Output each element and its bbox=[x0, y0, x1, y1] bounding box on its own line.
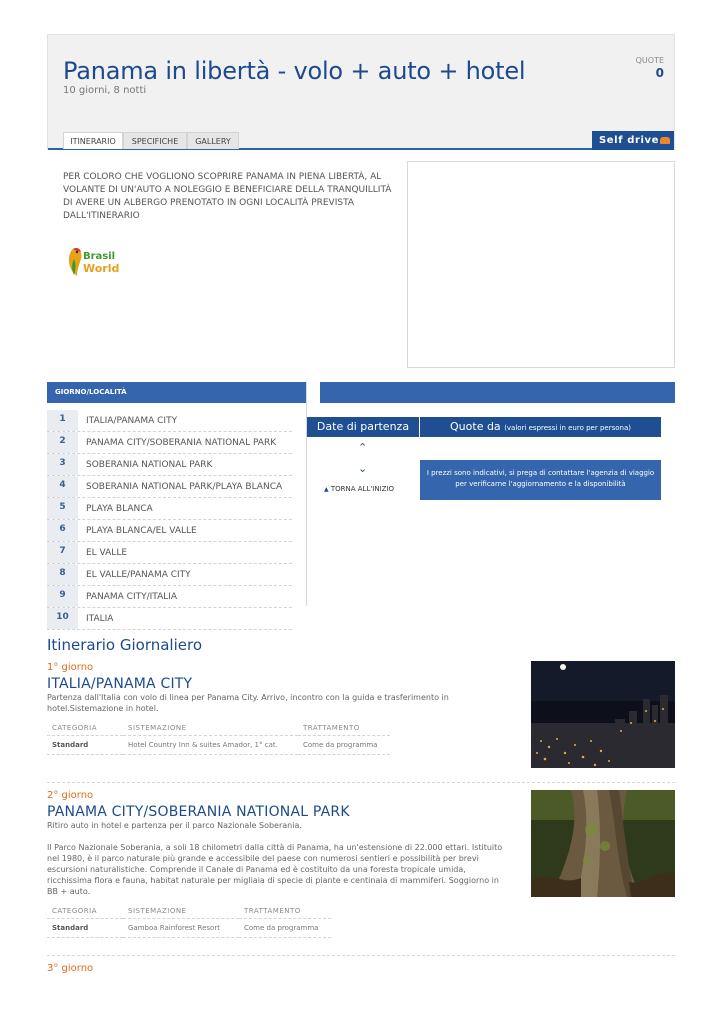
brasil-world-logo bbox=[67, 245, 135, 277]
tab-gallery[interactable]: GALLERY bbox=[187, 132, 239, 149]
logo-text-bottom: World bbox=[83, 262, 120, 275]
price-notice: I prezzi sono indicativi, si prega di contattare l'agenzia di viaggio per verificarne l'aggiornamento e la disponibilità bbox=[420, 460, 661, 500]
accommodation-cell: Hotel Country Inn & suites Amador, 1° cat. bbox=[123, 736, 298, 755]
page-title: Panama in libertà - volo + auto + hotel bbox=[63, 57, 526, 85]
trip-duration: 10 giorni, 8 notti bbox=[63, 85, 147, 96]
category-cell: Standard bbox=[47, 919, 123, 938]
accommodation-header: SISTEMAZIONE bbox=[123, 721, 298, 736]
day-2-title: PANAMA CITY/SOBERANIA NATIONAL PARK bbox=[47, 804, 350, 820]
list-item[interactable] bbox=[47, 542, 292, 564]
day-location: ITALIA bbox=[86, 614, 114, 624]
logo-text-top: Brasil bbox=[83, 251, 116, 262]
day-location: EL VALLE bbox=[86, 548, 128, 558]
list-item[interactable] bbox=[47, 498, 292, 520]
day-location: SOBERANIA NATIONAL PARK bbox=[86, 460, 213, 470]
car-icon bbox=[660, 137, 670, 144]
itinerary-header-label: GIORNO/LOCALITÀ bbox=[55, 388, 127, 396]
day-location: SOBERANIA NATIONAL PARK/PLAYA BLANCA bbox=[86, 482, 283, 492]
day-2-intro: Ritiro auto in hotel e partenza per il parco Nazionale Soberania. bbox=[47, 821, 302, 830]
day-number: 9 bbox=[47, 586, 78, 607]
table-row bbox=[47, 736, 390, 755]
accommodation-header: SISTEMAZIONE bbox=[123, 904, 239, 919]
day-2-accommodation-table bbox=[47, 904, 331, 938]
departures-header-bar bbox=[320, 382, 675, 403]
day-location: EL VALLE/PANAMA CITY bbox=[86, 570, 191, 580]
departure-dates-header: Date di partenza bbox=[307, 417, 419, 437]
quote-value: 0 bbox=[655, 66, 664, 80]
day-1-description: Partenza dall'Italia con volo di linea per Panama City. Arrivo, incontro con la guida e trasferimento in hotel.Sistemazione in hotel. bbox=[47, 693, 449, 713]
quote-header bbox=[420, 417, 661, 437]
treatment-header: TRATTAMENTO bbox=[239, 904, 331, 919]
treatment-cell: Come da programma bbox=[239, 919, 331, 938]
treatment-cell: Come da programma bbox=[298, 736, 390, 755]
day-separator bbox=[47, 782, 675, 783]
list-item[interactable] bbox=[47, 520, 292, 542]
map-placeholder bbox=[407, 161, 675, 368]
back-to-top-label: TORNA ALL'INIZIO bbox=[330, 485, 395, 493]
day-2-description: Il Parco Nazionale Soberania, a soli 18 chilometri dalla città di Panama, ha un'estensione di 22.000 ettari. Istituito nel 1980, è il parco naturale più grande e accessibile del paese con numerosi sentieri e possibilità per brevi escursioni naturalistiche. Comprende il Canale di Panama ed è costituito da una foresta tropicale umida, ricchissima flora e fauna, habitat naturale per migliaia di specie di piante e centinaia di mammiferi. Soggiorno in BB + auto. bbox=[47, 843, 503, 896]
day-location: PLAYA BLANCA bbox=[86, 504, 153, 514]
list-item[interactable] bbox=[47, 454, 292, 476]
day-location: PLAYA BLANCA/EL VALLE bbox=[86, 526, 197, 536]
day-1-accommodation-table bbox=[47, 721, 390, 755]
list-item[interactable] bbox=[47, 564, 292, 586]
day-number: 6 bbox=[47, 520, 78, 541]
list-item[interactable] bbox=[47, 476, 292, 498]
list-item[interactable] bbox=[47, 586, 292, 608]
chevron-up-icon[interactable]: ⌃ bbox=[358, 441, 368, 454]
day-1-label: 1° giorno bbox=[47, 662, 94, 673]
table-row bbox=[47, 919, 331, 938]
back-to-top-link[interactable] bbox=[324, 485, 394, 493]
triangle-up-icon: ▲ bbox=[324, 486, 329, 493]
self-drive-label: Self drive bbox=[599, 135, 660, 146]
tab-itinerario[interactable]: ITINERARIO bbox=[63, 132, 123, 149]
day-number: 7 bbox=[47, 542, 78, 563]
list-item[interactable] bbox=[47, 432, 292, 454]
trip-header bbox=[47, 34, 675, 150]
day-number: 4 bbox=[47, 476, 78, 497]
tab-bar bbox=[48, 131, 674, 150]
itinerary-header-bar bbox=[47, 382, 307, 403]
day-3-label: 3° giorno bbox=[47, 963, 94, 974]
day-number: 10 bbox=[47, 608, 78, 629]
rainforest-tree-photo bbox=[531, 790, 675, 897]
column-divider bbox=[306, 382, 307, 606]
list-item[interactable] bbox=[47, 608, 292, 630]
tab-specifiche[interactable]: SPECIFICHE bbox=[123, 132, 187, 149]
day-location: ITALIA/PANAMA CITY bbox=[86, 416, 178, 426]
day-location: PANAMA CITY/SOBERANIA NATIONAL PARK bbox=[86, 438, 277, 448]
quote-label: QUOTE bbox=[635, 56, 664, 65]
daily-itinerary-title: Itinerario Giornaliero bbox=[47, 636, 202, 654]
itinerary-day-list bbox=[47, 410, 292, 630]
category-header: CATEGORIA bbox=[47, 904, 123, 919]
day-location: PANAMA CITY/ITALIA bbox=[86, 592, 178, 602]
quote-header-note: (valori espressi in euro per persona) bbox=[504, 424, 631, 432]
day-number: 8 bbox=[47, 564, 78, 585]
accommodation-cell: Gamboa Rainforest Resort bbox=[123, 919, 239, 938]
panama-city-night-photo bbox=[531, 661, 675, 768]
category-cell: Standard bbox=[47, 736, 123, 755]
day-number: 2 bbox=[47, 432, 78, 453]
chevron-down-icon[interactable]: ⌄ bbox=[358, 462, 368, 475]
day-number: 1 bbox=[47, 410, 78, 431]
day-1-title: ITALIA/PANAMA CITY bbox=[47, 676, 193, 692]
day-number: 5 bbox=[47, 498, 78, 519]
day-separator bbox=[47, 955, 675, 956]
self-drive-badge bbox=[592, 131, 674, 150]
treatment-header: TRATTAMENTO bbox=[298, 721, 390, 736]
parrot-icon bbox=[69, 248, 82, 276]
trip-intro: PER COLORO CHE VOGLIONO SCOPRIRE PANAMA IN PIENA LIBERTÀ, AL VOLANTE DI UN'AUTO A NOLEGGIO E BENEFICIARE DELLA TRANQUILLITÀ DI AVERE UN ALBERGO PRENOTATO IN OGNI LOCALITÀ PREVISTA DALL'ITINERARIO bbox=[63, 172, 392, 221]
day-2-label: 2° giorno bbox=[47, 790, 94, 801]
day-number: 3 bbox=[47, 454, 78, 475]
list-item[interactable] bbox=[47, 410, 292, 432]
category-header: CATEGORIA bbox=[47, 721, 123, 736]
quote-header-label: Quote da bbox=[450, 420, 501, 433]
